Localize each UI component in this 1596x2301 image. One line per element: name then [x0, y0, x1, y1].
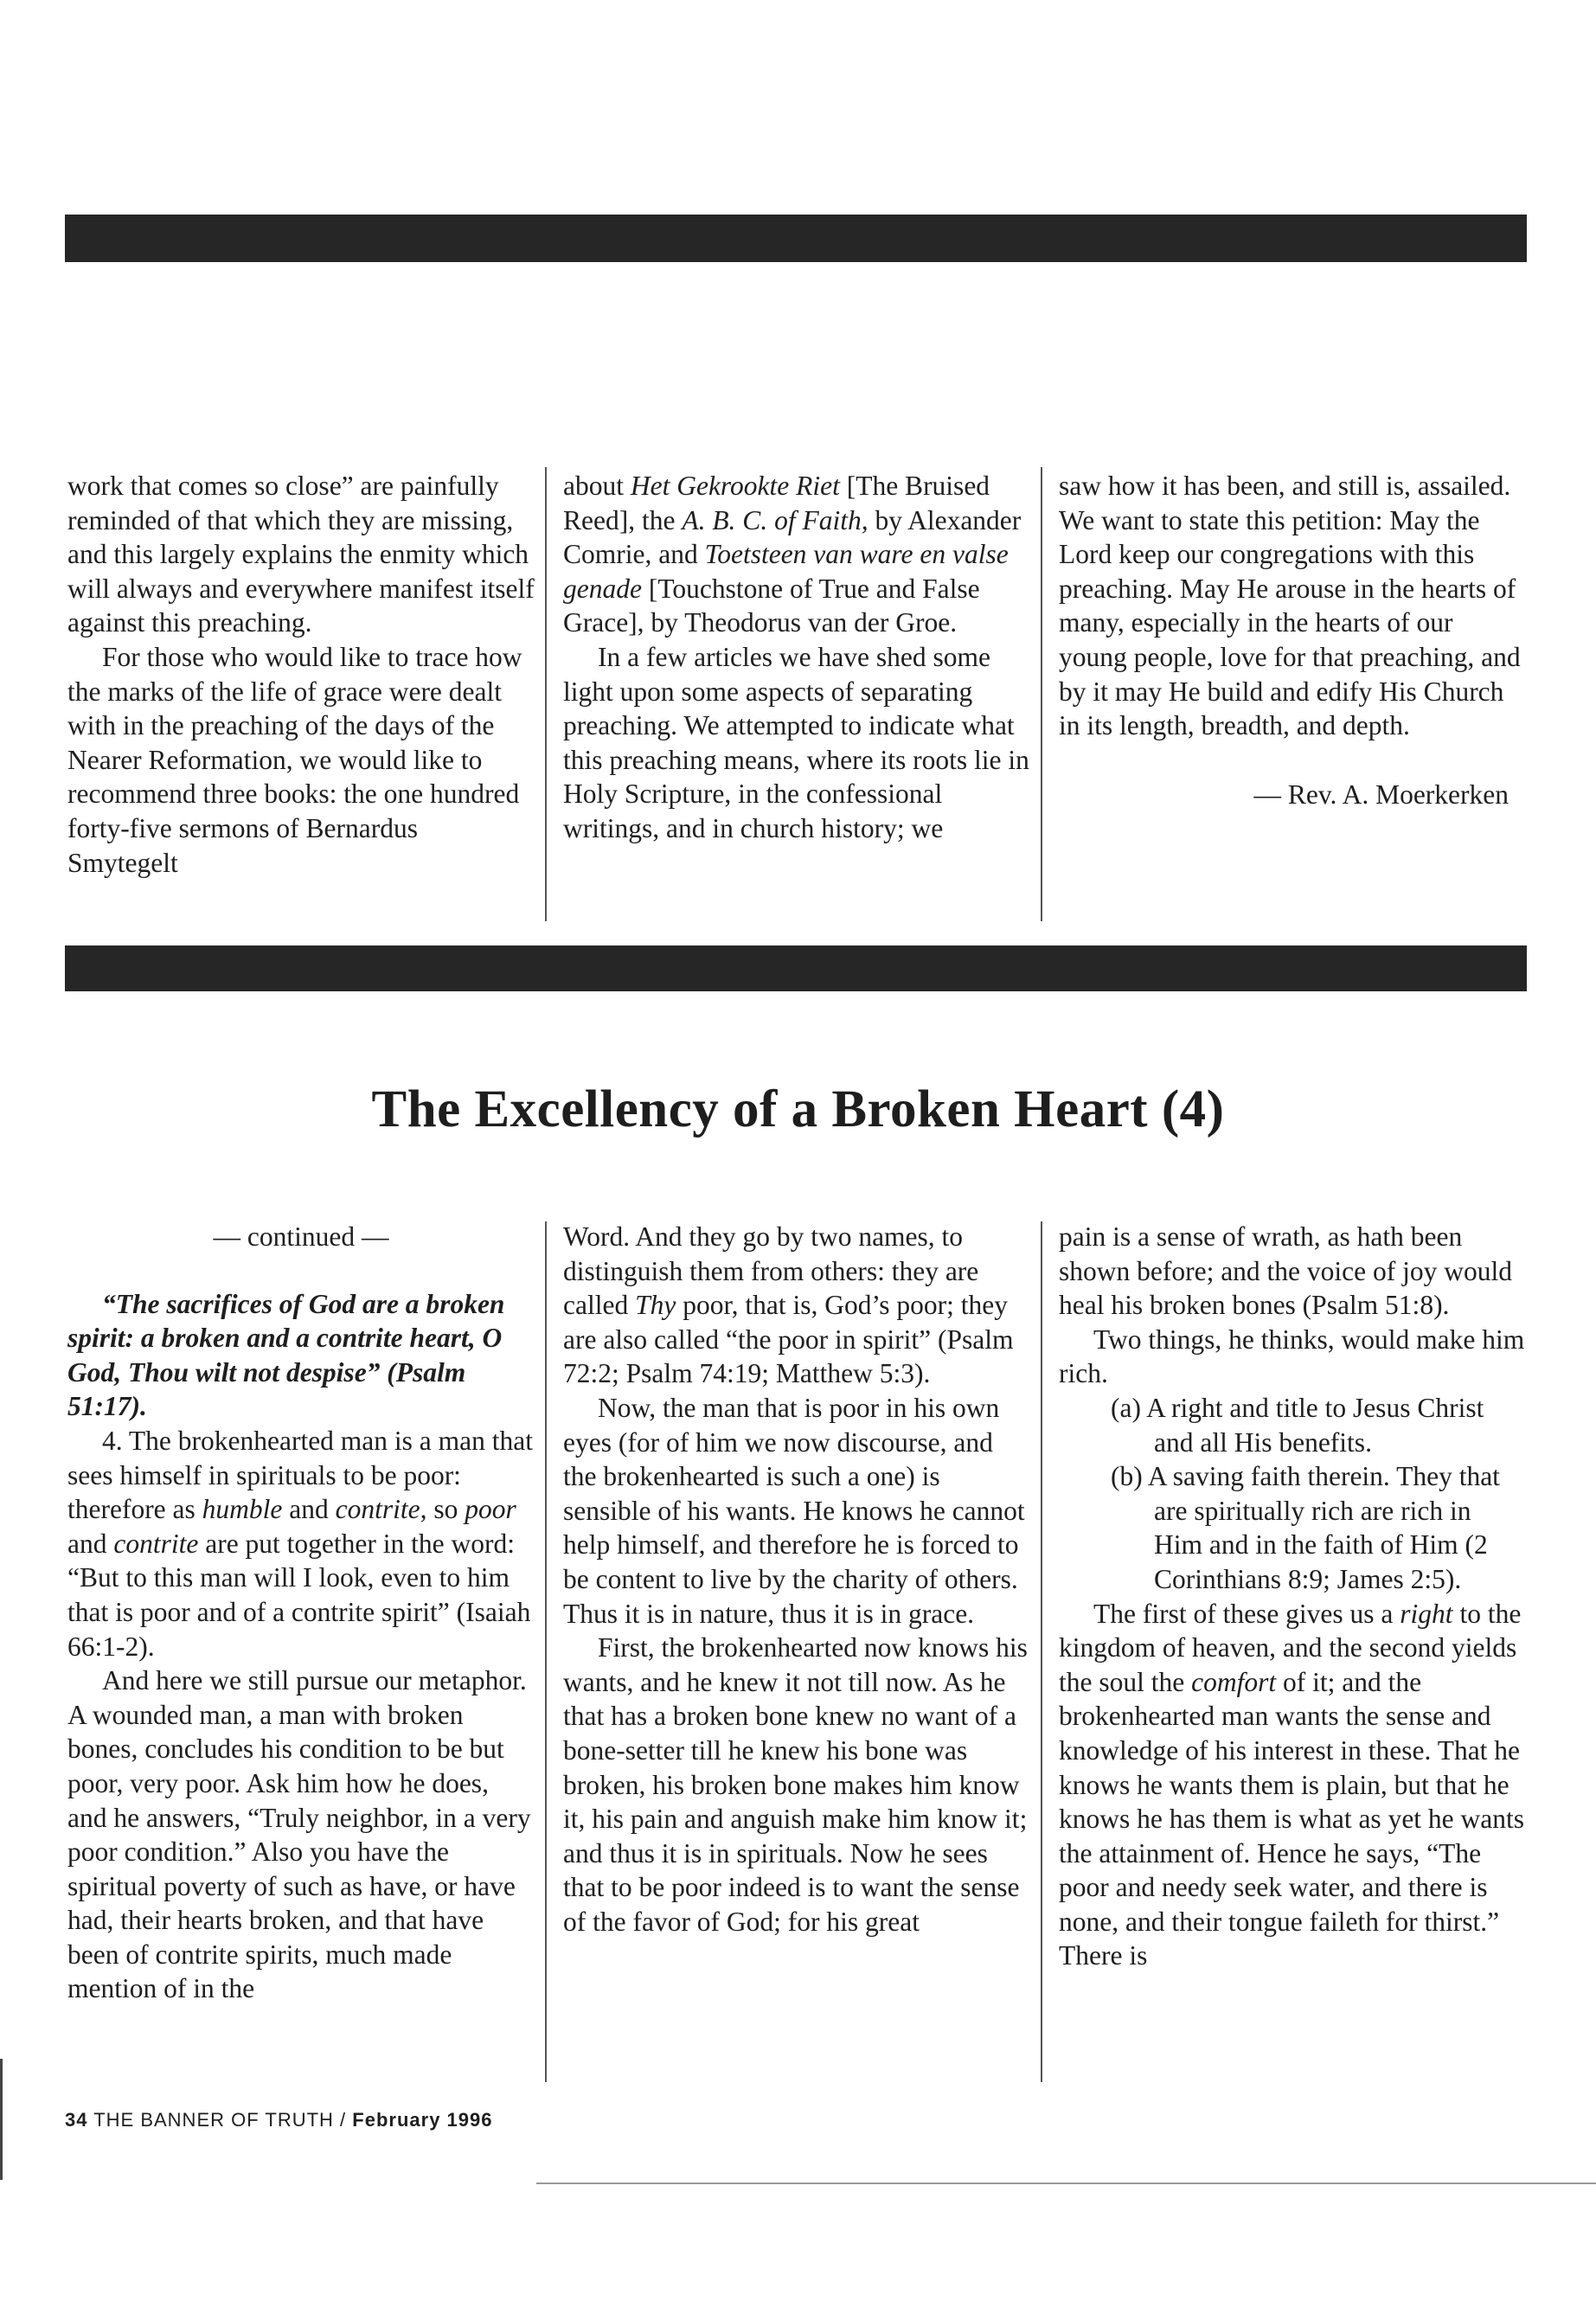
decorative-band-top: [65, 215, 1527, 262]
paragraph: work that comes so close” are painfully reminded of that which they are missing, and this largely explains the enmity which will always and everywhere manifest itself against this preaching.: [67, 471, 535, 638]
column-divider: [1041, 467, 1042, 921]
epigraph: “The sacrifices of God are a broken spirit: a broken and a contrite heart, O God, Thou wilt not despise” (Psalm 51:17).: [67, 1288, 505, 1422]
top-article-column-1: [67, 469, 535, 880]
continued-label: — continued —: [213, 1221, 389, 1252]
paragraph: pain is a sense of wrath, as hath been shown before; and the voice of joy would heal his broken bones (Psalm 51:8).: [1059, 1221, 1512, 1321]
article-column-2: [563, 1220, 1030, 1939]
top-article-column-3: [1059, 469, 1526, 811]
article-title: The Excellency of a Broken Heart (4): [371, 1080, 1225, 1138]
issue-date: February 1996: [352, 2109, 493, 2131]
page-number: 34: [65, 2109, 88, 2131]
column-divider: [545, 467, 547, 921]
paragraph: For those who would like to trace how the marks of the life of grace were dealt with in the preaching of the days of the Nearer Reformation, we would like to recommend three books: the one hundred forty-five sermons of Bernardus Smytegelt: [67, 641, 522, 878]
paragraph: Now, the man that is poor in his own eyes (for of him we now discourse, and the brokenhearted is such a one) is sensible of his wants. He knows he cannot help himself, and therefore he is forced to be content to live by the charity of others. Thus it is in nature, thus it is in grace.: [563, 1392, 1025, 1629]
decorative-band-middle: [65, 945, 1527, 991]
page-footer: [65, 2109, 493, 2131]
column-divider: [1041, 1221, 1042, 2082]
column-divider: [545, 1221, 547, 2082]
paragraph: 4. The brokenhearted man is a man that sees himself in spirituals to be poor: therefore as humble and contrite, so poor and contrite are put together in the word: “But to this man will I look, even to him that is poor and of a contrite spirit” (Isaiah 66:1-2).: [67, 1425, 534, 1662]
publication-name: THE BANNER OF TRUTH: [93, 2109, 334, 2131]
paragraph: about Het Gekrookte Riet [The Bruised Reed], the A. B. C. of Faith, by Alexander Comrie, and Toetsteen van ware en valse genade [Touchstone of True and False Grace], by Theodorus van der Groe.: [563, 471, 1022, 638]
paragraph: Word. And they go by two names, to distinguish them from others: they are called Thy poor, that is, God’s poor; they are also called “the poor in spirit” (Psalm 72:2; Psalm 74:19; Matthew 5:3).: [563, 1221, 1014, 1389]
footer-separator: /: [340, 2109, 347, 2131]
paragraph: saw how it has been, and still is, assailed. We want to state this petition: May the Lord keep our congregations with this preaching. May He arouse in the hearts of many, especially in the hearts of our young people, love for that preaching, and by it may He build and edify His Church in its length, breadth, and depth.: [1059, 471, 1521, 741]
list-item: (b) A saving faith therein. They that are spiritually rich are rich in Him and in the faith of Him (2 Corinthians 8:9; James 2:5).: [1111, 1461, 1500, 1594]
scan-edge-line: [536, 2182, 1596, 2184]
paragraph: Two things, he thinks, would make him rich.: [1059, 1324, 1525, 1389]
top-article-column-2: [563, 469, 1030, 846]
article-column-1: [67, 1220, 535, 2006]
author-signature: — Rev. A. Moerkerken: [1253, 779, 1509, 810]
paragraph: The first of these gives us a right to the kingdom of heaven, and the second yields the soul the comfort of it; and the brokenhearted man wants the sense and knowledge of his interest in these. That he knows he wants them is plain, but that he knows he has them is what as yet he wants the attainment of. Hence he says, “The poor and needy seek water, and there is none, and their tongue faileth for thirst.” There is: [1059, 1598, 1525, 1971]
paragraph: And here we still pursue our metaphor. A wounded man, a man with broken bones, concludes his condition to be but poor, very poor. Ask him how he does, and he answers, “Truly neighbor, in a very poor condition.” Also you have the spiritual poverty of such as have, or have had, their hearts broken, and that have been of contrite spirits, much made mention of in the: [67, 1665, 531, 2004]
paragraph: First, the brokenhearted now knows his wants, and he knew it not till now. As he that has a broken bone knew no want of a bone-setter till he knew his bone was broken, his broken bone makes him know it, his pain and anguish make him know it; and thus it is in spirituals. Now he sees that to be poor indeed is to want the sense of the favor of God; for his great: [563, 1632, 1028, 1937]
article-column-3: [1059, 1220, 1526, 1973]
list-item: (a) A right and title to Jesus Christ and all His benefits.: [1111, 1392, 1484, 1458]
scan-edge-line: [0, 2059, 3, 2180]
paragraph: In a few articles we have shed some light upon some aspects of separating preaching. We attempted to indicate what this preaching means, where its roots lie in Holy Scripture, in the confessional writings, and in church history; we: [563, 641, 1029, 843]
